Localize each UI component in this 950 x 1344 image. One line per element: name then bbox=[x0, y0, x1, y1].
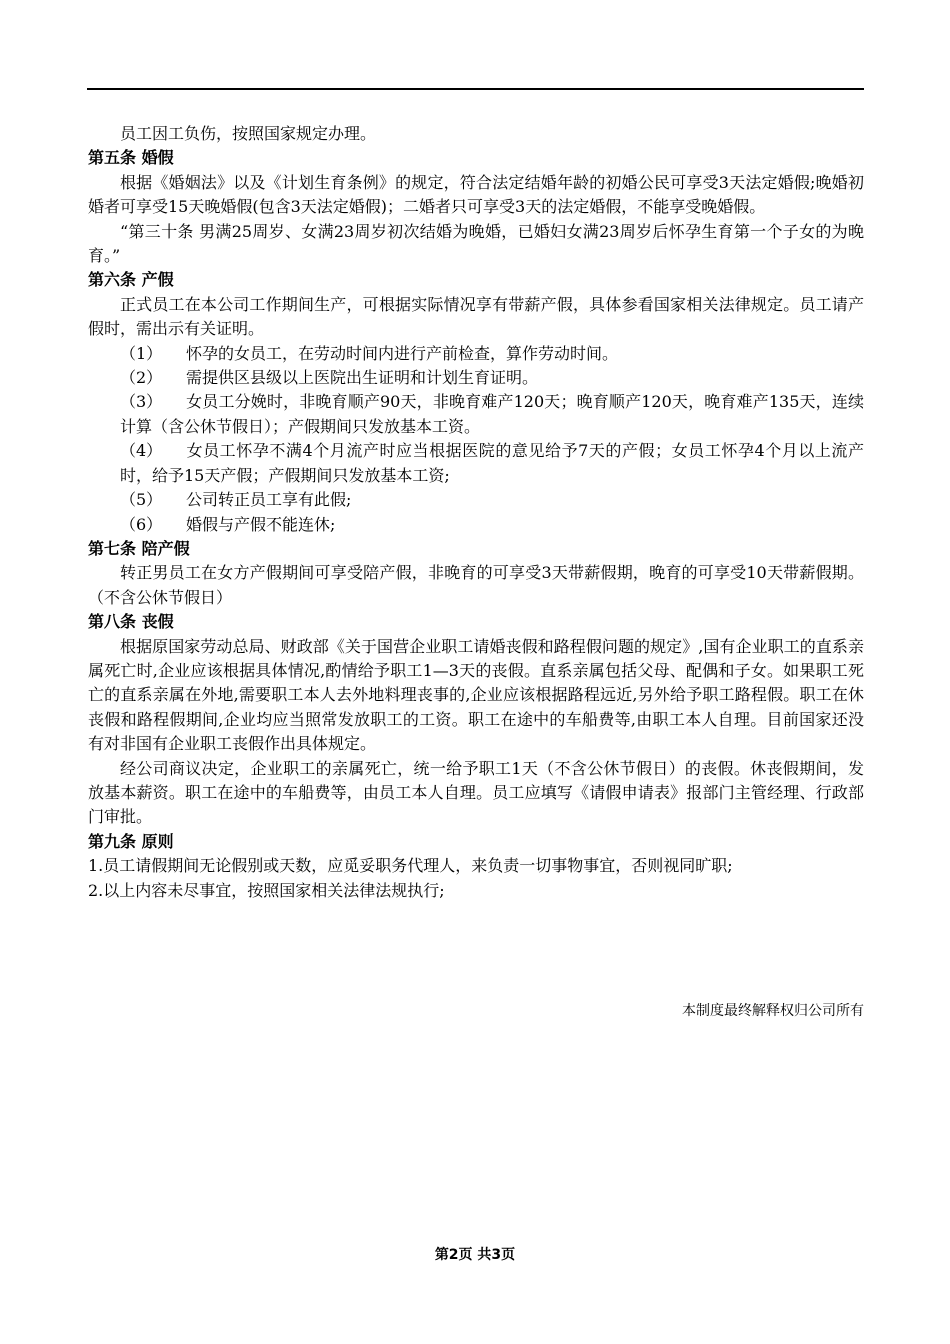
list-item-number: （1） bbox=[120, 343, 163, 363]
injury-paragraph: 员工因工负伤，按照国家规定办理。 bbox=[120, 124, 377, 143]
article-6-heading: 第六条 产假 bbox=[88, 270, 174, 290]
closing-statement: 本制度最终解释权归公司所有 bbox=[682, 1003, 864, 1019]
list-item-text: 女员工怀孕不满4个月流产时应当根据医院的意见给予7天的产假；女员工怀孕4个月以上流产时，给予15天产假；产假期间只发放基本工资; bbox=[120, 441, 864, 485]
list-item bbox=[120, 488, 864, 512]
list-item bbox=[120, 342, 864, 366]
article-7-heading: 第七条 陪产假 bbox=[88, 538, 190, 558]
list-item-number: （4） bbox=[120, 441, 163, 461]
list-item-text: 怀孕的女员工，在劳动时间内进行产前检查，算作劳动时间。 bbox=[186, 343, 619, 363]
page-number: 第2页 共3页 bbox=[434, 1247, 516, 1263]
page-footer bbox=[0, 1244, 950, 1264]
list-item-text: 需提供区县级以上医院出生证明和计划生育证明。 bbox=[186, 368, 539, 388]
article-6-intro: 正式员工在本公司工作期间生产，可根据实际情况享有带薪产假，具体参看国家相关法律规定。员工请产假时，需出示有关证明。 bbox=[88, 294, 864, 339]
list-item-number: （6） bbox=[120, 514, 163, 534]
article-7-paragraph: 转正男员工在女方产假期间可享受陪产假，非晚育的可享受3天带薪假期，晚育的可享受10天带薪假期。（不含公休节假日） bbox=[88, 563, 864, 607]
list-item-number: （3） bbox=[120, 392, 163, 412]
article-5-paragraph-1: 根据《婚姻法》以及《计划生育条例》的规定，符合法定结婚年龄的初婚公民可享受3天法定婚假;晚婚初婚者可享受15天晚婚假(包含3天法定婚假)；二婚者只可享受3天的法定婚假，不能享受晚婚假。 bbox=[88, 172, 864, 217]
list-item bbox=[120, 513, 864, 537]
article-9-line-1: 1.员工请假期间无论假别或天数，应觅妥职务代理人，来负责一切事物事宜，否则视同旷职; bbox=[88, 856, 733, 876]
list-item-text: 女员工分娩时，非晚育顺产90天，非晚育难产120天；晚育顺产120天，晚育难产135天，连续计算（含公休节假日）；产假期间只发放基本工资。 bbox=[120, 392, 864, 436]
list-item bbox=[120, 439, 864, 488]
article-8-paragraph-1: 根据原国家劳动总局、财政部《关于国营企业职工请婚丧假和路程假问题的规定》,国有企业职工的直系亲属死亡时,企业应该根据具体情况,酌情给予职工1—3天的丧假。直系亲属包括父母、配偶和子女。如果职工死亡的直系亲属在外地,需要职工本人去外地料理丧事的,企业应该根据路程远近,另外给予职工路程假。职工在休丧假和路程假期间,企业均应当照常发放职工的工资。职工在途中的车船费等,由职工本人自理。目前国家还没有对非国有企业职工丧假作出具体规定。 bbox=[88, 636, 864, 754]
article-5-paragraph-2: “第三十条 男满25周岁、女满23周岁初次结婚为晚婚，已婚妇女满23周岁后怀孕生育第一个子女的为晚育。” bbox=[88, 221, 864, 266]
article-8-heading: 第八条 丧假 bbox=[88, 612, 174, 632]
article-5-heading: 第五条 婚假 bbox=[88, 148, 174, 168]
document-body bbox=[88, 122, 864, 903]
list-item-text: 婚假与产假不能连休; bbox=[186, 514, 336, 534]
article-9-heading: 第九条 原则 bbox=[88, 831, 174, 851]
list-item-number: （5） bbox=[120, 490, 163, 510]
header-rule bbox=[87, 88, 864, 90]
article-9-line-2: 2.以上内容未尽事宜，按照国家相关法律法规执行; bbox=[88, 880, 445, 900]
article-8-paragraph-2: 经公司商议决定，企业职工的亲属死亡，统一给予职工1天（不含公休节假日）的丧假。休丧假期间，发放基本薪资。职工在途中的车船费等，由员工本人自理。员工应填写《请假申请表》报部门主管经理、行政部门审批。 bbox=[88, 758, 864, 827]
list-item-number: （2） bbox=[120, 368, 163, 388]
list-item bbox=[120, 366, 864, 390]
list-item-text: 公司转正员工享有此假; bbox=[186, 490, 352, 510]
list-item bbox=[120, 390, 864, 439]
